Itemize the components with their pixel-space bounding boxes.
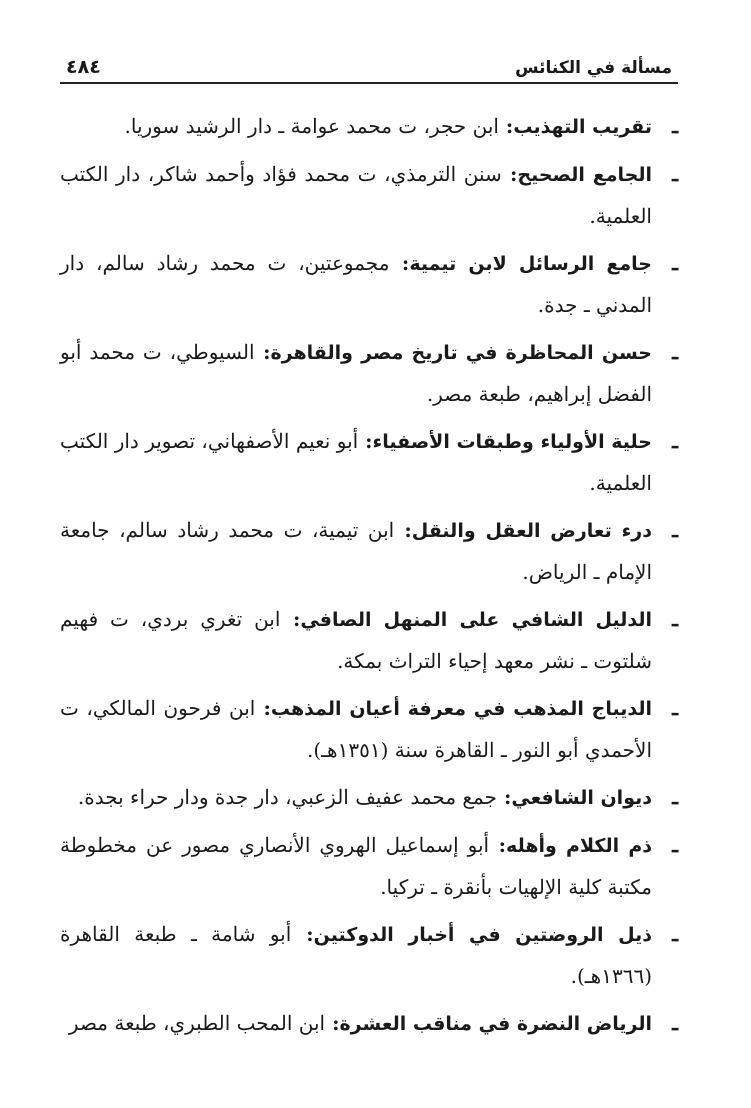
entry-title: الرياض النضرة في مناقب العشرة	[339, 1013, 652, 1035]
bibliography-entry: ـ حسن المحاظرة في تاريخ مصر والقاهرة: السيوطي، ت محمد أبو الفضل إبراهيم، طبعة مصر.	[60, 332, 678, 415]
entry-title: ديوان الشافعي	[511, 787, 652, 809]
bibliography-entry: ـ ذم الكلام وأهله: أبو إسماعيل الهروي الأنصاري مصور عن مخطوطة مكتبة كلية الإلهيات بأنقرة ـ تركيا.	[60, 825, 678, 908]
bibliography-entry: ـ ديوان الشافعي: جمع محمد عفيف الزعبي، دار جدة ودار حراء بجدة.	[60, 777, 678, 819]
entry-title: حسن المحاظرة في تاريخ مصر والقاهرة	[270, 342, 652, 364]
entry-dash: ـ	[672, 696, 678, 720]
entry-dash: ـ	[672, 251, 678, 275]
entry-title: ذم الكلام وأهله	[506, 835, 653, 857]
entry-title: تقريب التهذيب	[513, 116, 652, 138]
bibliography-entry: ـ ذيل الروضتين في أخبار الدوكتين: أبو شامة ـ طبعة القاهرة (١٣٦٦هـ).	[60, 914, 678, 997]
entry-dash: ـ	[672, 785, 678, 809]
bibliography-entry: ـ درء تعارض العقل والنقل: ابن تيمية، ت محمد رشاد سالم، جامعة الإمام ـ الرياض.	[60, 510, 678, 593]
bibliography-entry: ـ الدليل الشافي على المنهل الصافي: ابن تغري بردي، ت فهيم شلتوت ـ نشر معهد إحياء التراث بمكة.	[60, 599, 678, 682]
entry-dash: ـ	[672, 340, 678, 364]
entry-title: الدليل الشافي على المنهل الصافي	[300, 609, 652, 631]
bibliography-entry: ـ الديباج المذهب في معرفة أعيان المذهب: ابن فرحون المالكي، ت الأحمدي أبو النور ـ القاهرة سنة (١٣٥١هـ).	[60, 688, 678, 771]
entry-title: جامع الرسائل لابن تيمية	[409, 253, 652, 275]
entry-dash: ـ	[672, 518, 678, 542]
bibliography-entry: ـ جامع الرسائل لابن تيمية: مجموعتين، ت محمد رشاد سالم، دار المدني ـ جدة.	[60, 243, 678, 326]
entry-title: الجامع الصحيح	[517, 164, 653, 186]
entry-details: مجموعتين، ت محمد رشاد سالم، دار المدني ـ جدة.	[60, 251, 652, 317]
entry-dash: ـ	[672, 429, 678, 453]
page-number: ٤٨٤	[66, 56, 101, 78]
entry-details: ابن المحب الطبري، طبعة مصر	[68, 1011, 326, 1035]
entry-details: أبو نعيم الأصفهاني، تصوير دار الكتب العلمية.	[59, 429, 652, 495]
bibliography-entry: ـ تقريب التهذيب: ابن حجر، ت محمد عوامة ـ دار الرشيد سوريا.	[60, 106, 678, 148]
bibliography-entry: ـ الرياض النضرة في مناقب العشرة: ابن المحب الطبري، طبعة مصر	[60, 1003, 678, 1045]
entry-details: أبو شامة ـ طبعة القاهرة (١٣٦٦هـ).	[60, 922, 652, 988]
entry-details: سنن الترمذي، ت محمد فؤاد وأحمد شاكر، دار الكتب العلمية.	[60, 162, 652, 228]
bibliography-entry: ـ حلية الأولياء وطبقات الأصفياء: أبو نعيم الأصفهاني، تصوير دار الكتب العلمية.	[60, 421, 678, 504]
entry-dash: ـ	[672, 922, 678, 946]
running-header	[60, 48, 678, 84]
entry-details: ابن تيمية، ت محمد رشاد سالم، جامعة الإمام ـ الرياض.	[60, 518, 652, 584]
entry-details: أبو إسماعيل الهروي الأنصاري مصور عن مخطوطة مكتبة كلية الإلهيات بأنقرة ـ تركيا.	[60, 833, 652, 899]
entry-details: السيوطي، ت محمد أبو الفضل إبراهيم، طبعة مصر.	[60, 340, 652, 406]
entry-details: ابن تغري بردي، ت فهيم شلتوت ـ نشر معهد إحياء التراث بمكة.	[60, 607, 652, 673]
running-title: مسألة في الكنائس	[515, 58, 672, 78]
entry-dash: ـ	[672, 162, 678, 186]
entry-details: ابن حجر، ت محمد عوامة ـ دار الرشيد سوريا.	[124, 114, 499, 138]
page	[60, 48, 678, 1098]
entry-dash: ـ	[672, 833, 678, 857]
entry-title: ذيل الروضتين في أخبار الدوكتين	[313, 924, 653, 946]
entry-details: جمع محمد عفيف الزعبي، دار جدة ودار حراء بجدة.	[77, 785, 497, 809]
bibliography-list	[60, 106, 678, 1045]
entry-dash: ـ	[672, 607, 678, 631]
entry-dash: ـ	[672, 114, 678, 138]
entry-dash: ـ	[672, 1011, 678, 1035]
bibliography-entry: ـ الجامع الصحيح: سنن الترمذي، ت محمد فؤاد وأحمد شاكر، دار الكتب العلمية.	[60, 154, 678, 237]
entry-title: الديباج المذهب في معرفة أعيان المذهب	[270, 698, 653, 720]
entry-title: درء تعارض العقل والنقل	[411, 520, 652, 542]
entry-details: ابن فرحون المالكي، ت الأحمدي أبو النور ـ القاهرة سنة (١٣٥١هـ).	[60, 696, 652, 762]
entry-title: حلية الأولياء وطبقات الأصفياء	[372, 431, 652, 453]
